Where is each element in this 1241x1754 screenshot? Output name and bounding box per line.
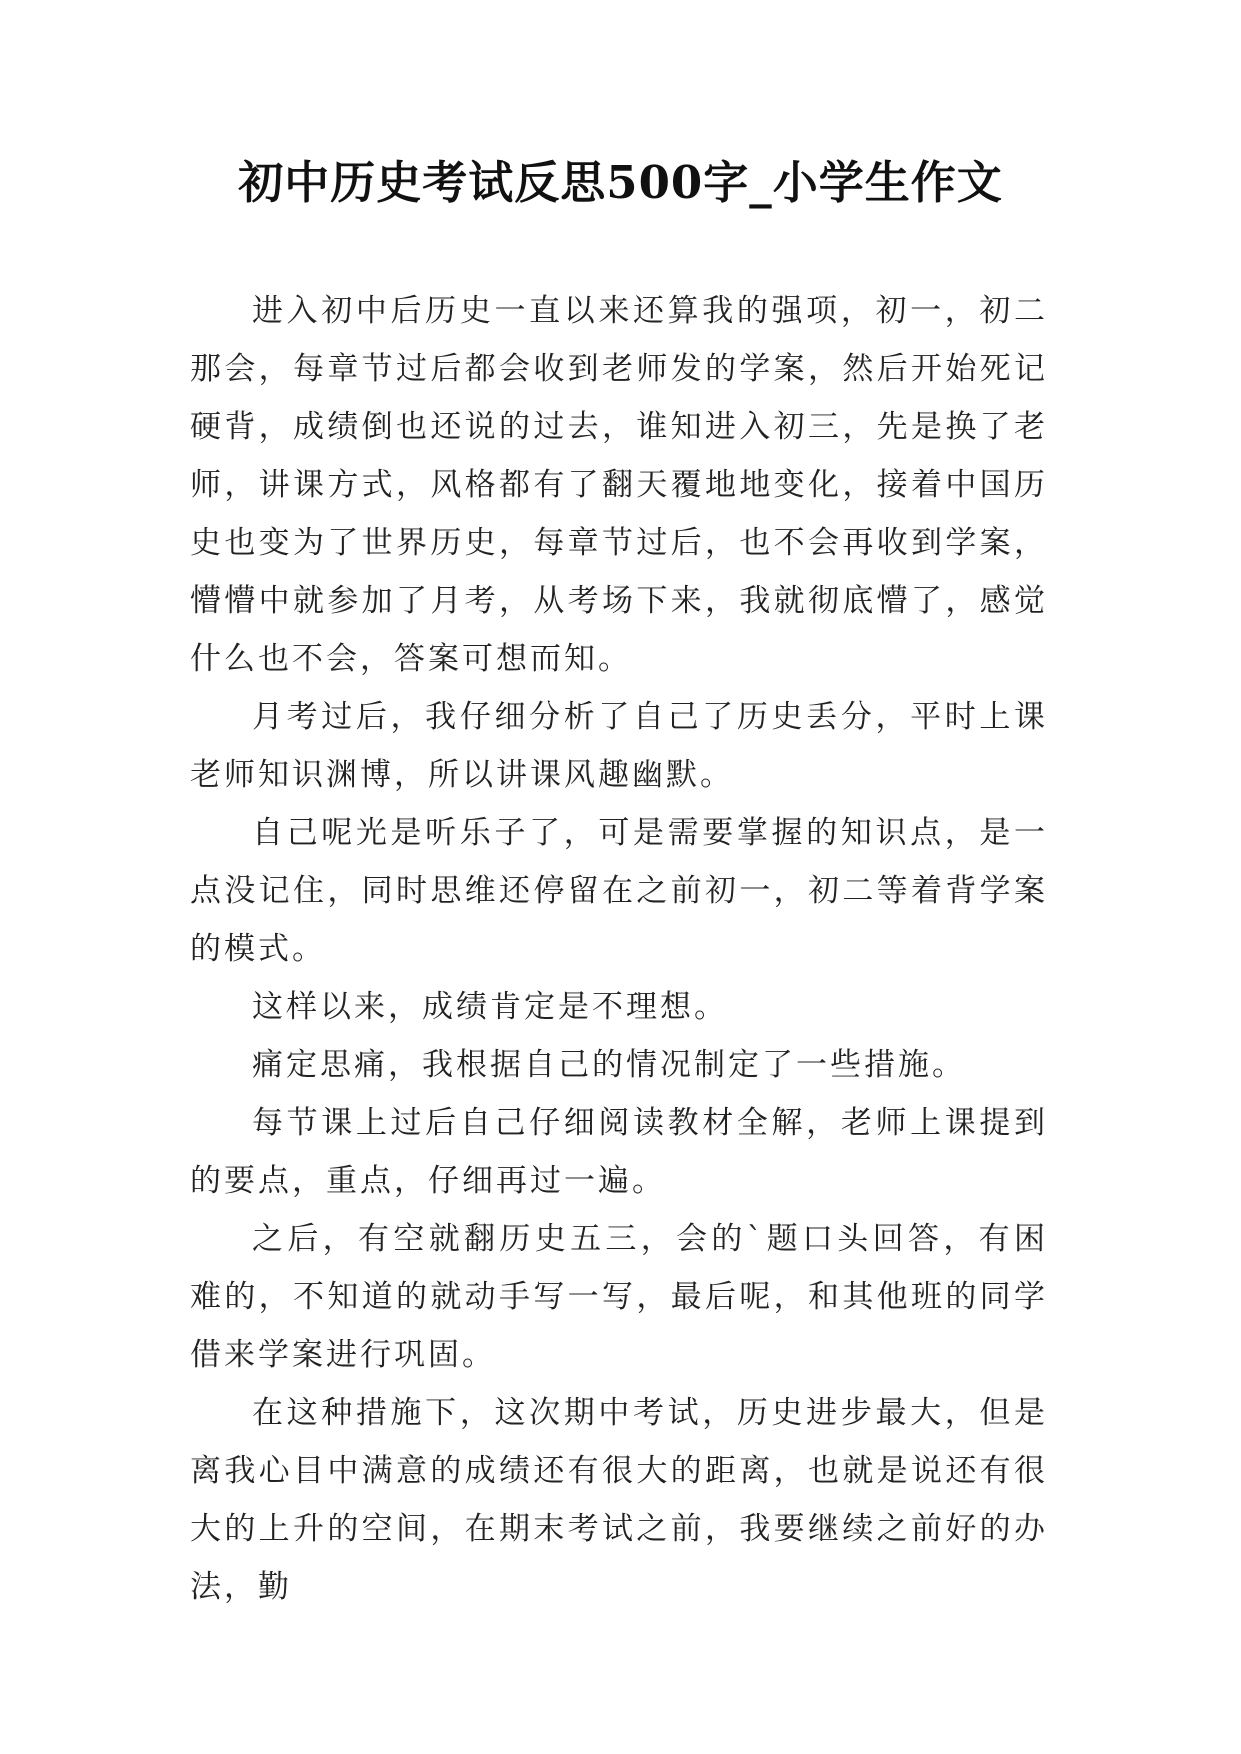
- paragraph: 之后，有空就翻历史五三，会的`题口头回答，有困难的，不知道的就动手写一写，最后呢，和其他班的同学借来学案进行巩固。: [190, 1221, 1048, 1373]
- document-body: [190, 282, 1048, 1616]
- paragraph: 痛定思痛，我根据自己的情况制定了一些措施。: [252, 1047, 966, 1083]
- paragraph: 月考过后，我仔细分析了自己了历史丢分，平时上课老师知识渊博，所以讲课风趣幽默。: [190, 699, 1048, 793]
- paragraph: 每节课上过后自己仔细阅读教材全解，老师上课提到的要点，重点，仔细再过一遍。: [190, 1105, 1048, 1199]
- paragraph: 这样以来，成绩肯定是不理想。: [252, 989, 728, 1025]
- paragraph: 进入初中后历史一直以来还算我的强项，初一，初二那会，每章节过后都会收到老师发的学案，然后开始死记硬背，成绩倒也还说的过去，谁知进入初三，先是换了老师，讲课方式，风格都有了翻天覆地地变化，接着中国历史也变为了世界历史，每章节过后，也不会再收到学案，懵懵中就参加了月考，从考场下来，我就彻底懵了，感觉什么也不会，答案可想而知。: [190, 293, 1048, 677]
- paragraph: 自己呢光是听乐子了，可是需要掌握的知识点，是一点没记住，同时思维还停留在之前初一，初二等着背学案的模式。: [190, 815, 1048, 967]
- paragraph: 在这种措施下，这次期中考试，历史进步最大，但是离我心目中满意的成绩还有很大的距离，也就是说还有很大的上升的空间，在期末考试之前，我要继续之前好的办法，勤: [190, 1395, 1048, 1605]
- document-title: 初中历史考试反思500字_小学生作文: [238, 156, 1003, 209]
